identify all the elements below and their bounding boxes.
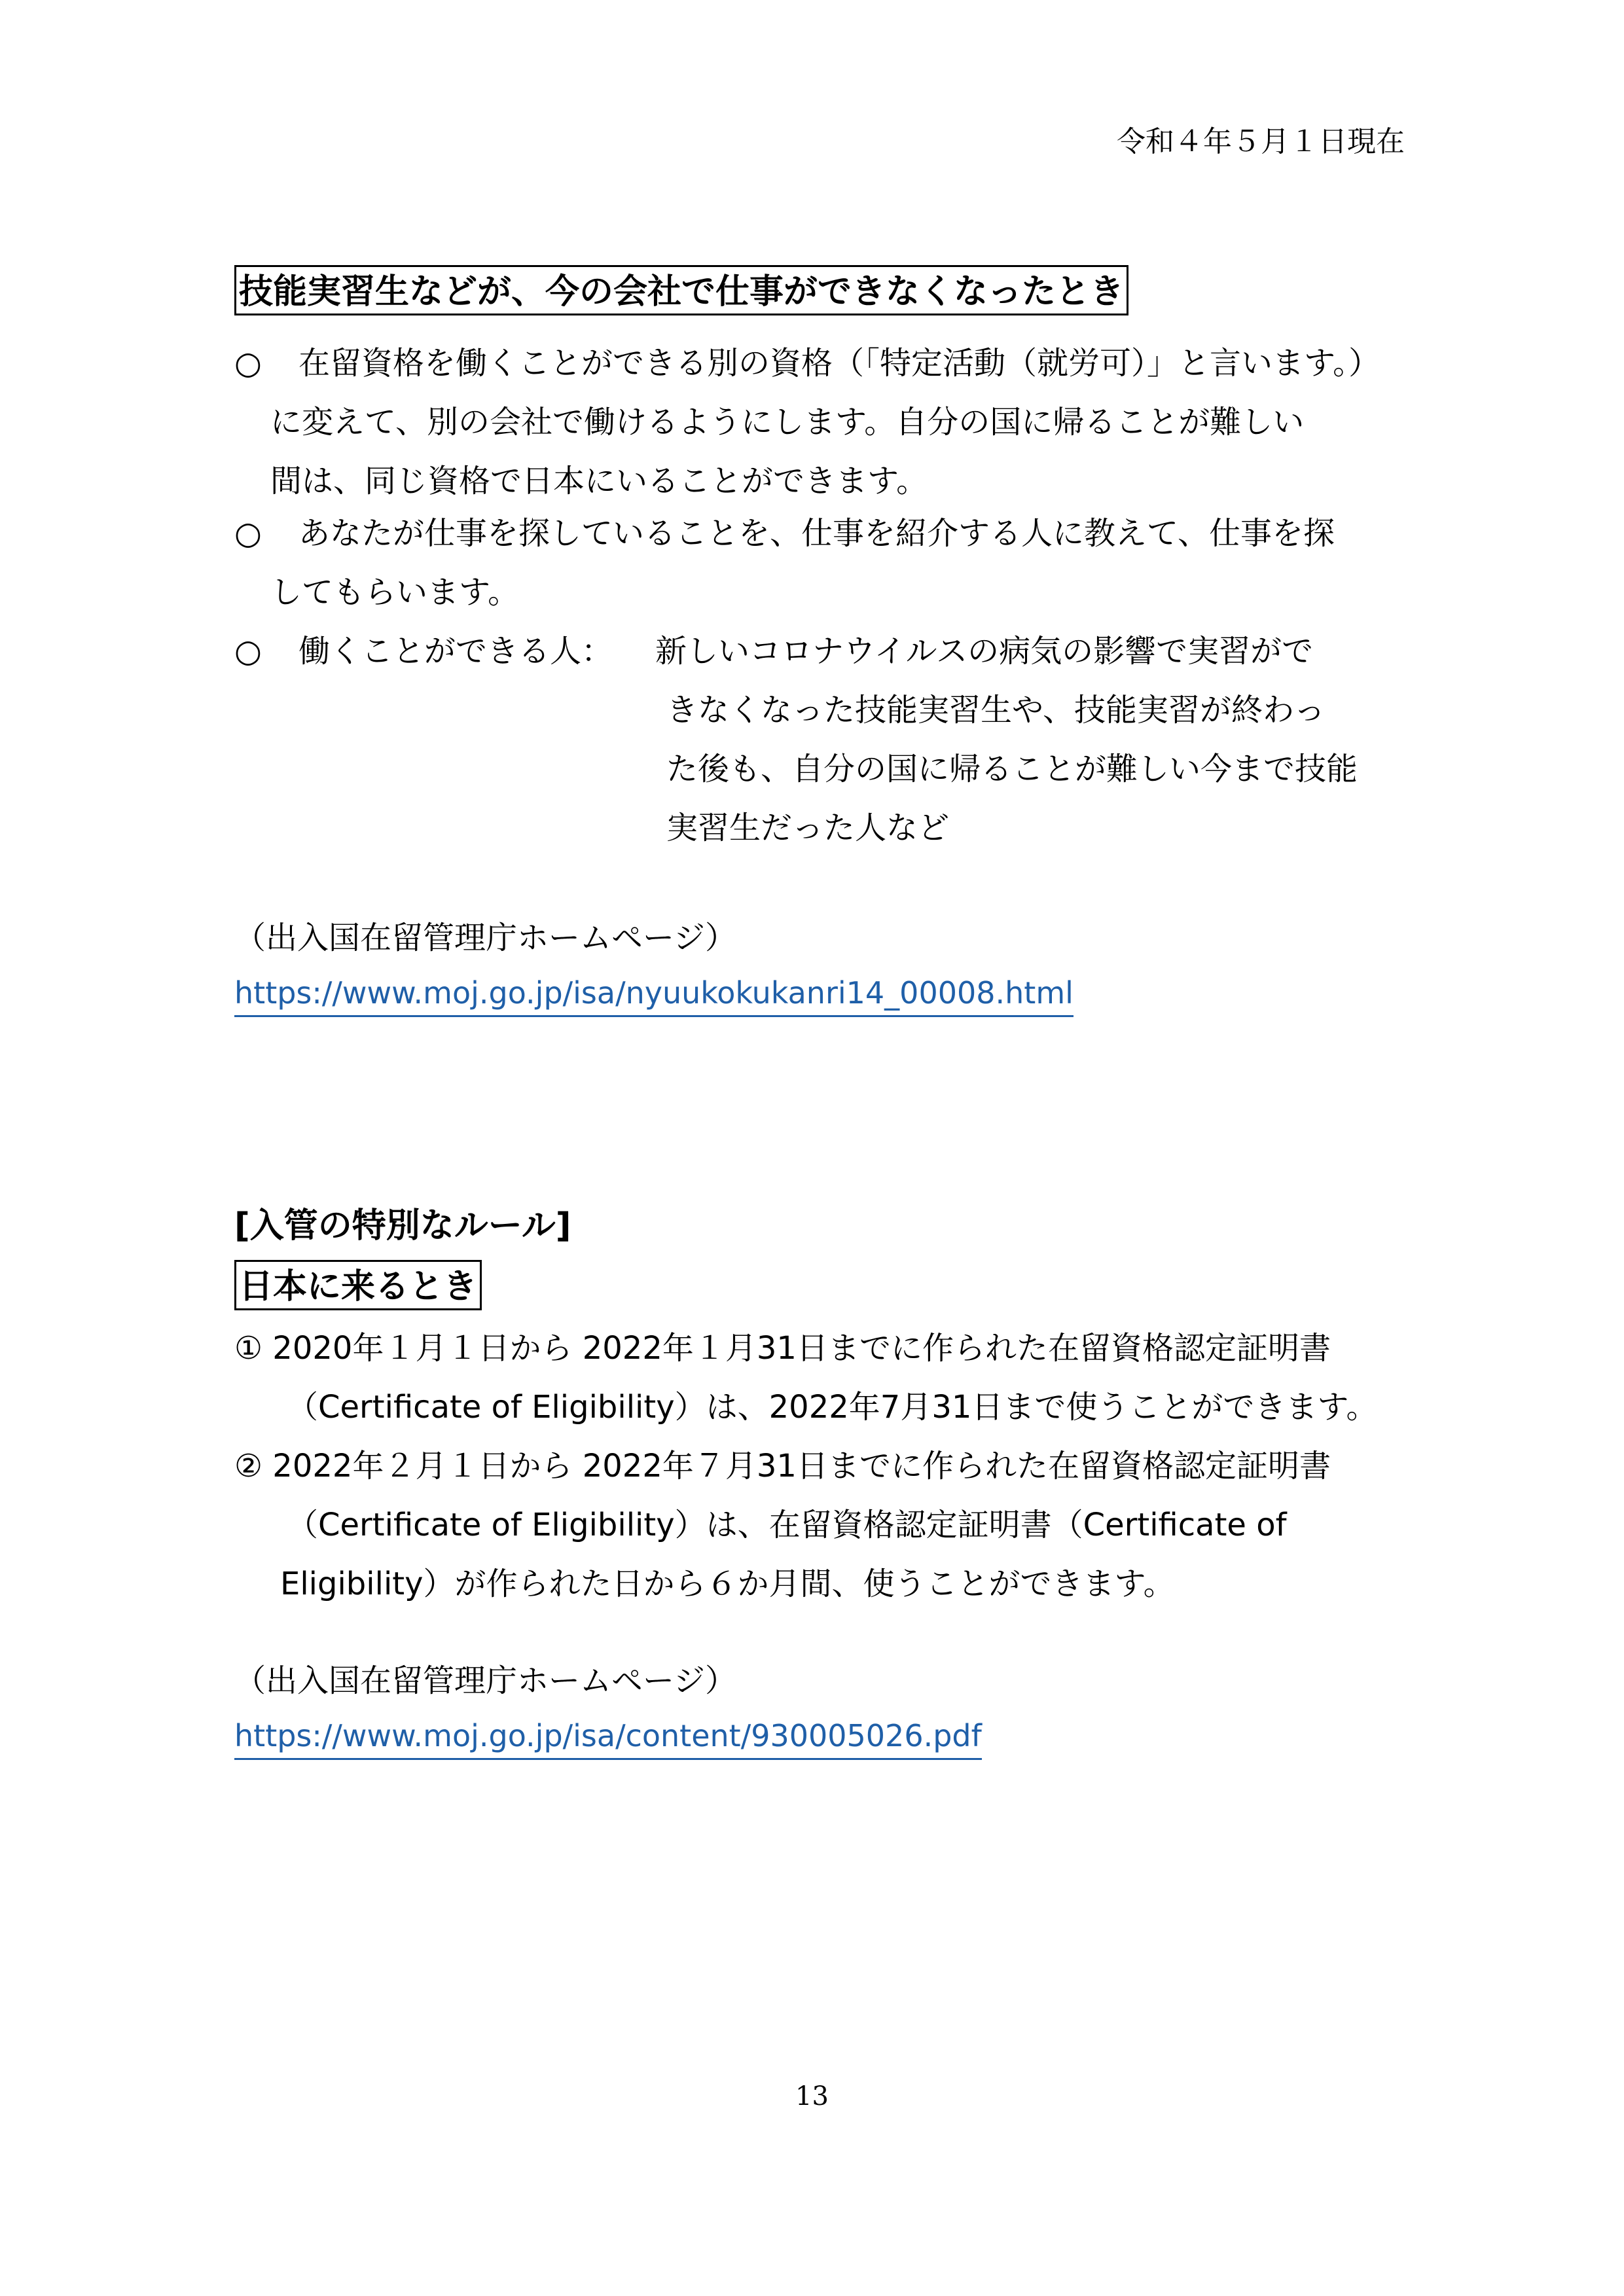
item-text: 2022年２月１日から 2022年７月31日までに作られた在留資格認定証明書 [272,1448,1331,1484]
list-item [234,1437,1406,1613]
item-number: ② [234,1448,263,1484]
item-label: 働くことができる人： [298,633,613,670]
list-item [234,622,1406,857]
item-text-cont: してもらいます。 [270,574,520,611]
item-text: 在留資格を働くことができる別の資格（「特定活動（就労可）」と言います。） [298,345,1380,382]
bullet-circle-icon: ○ [234,633,262,670]
item-text-cont: 間は、同じ資格で日本にいることができます。 [270,463,928,499]
list-item [234,334,1406,511]
section-heading-immigration-rules: [入管の特別なルール] [234,1206,571,1246]
item-text-cont: 実習生だった人など [666,810,950,846]
item-text-cont: に変えて、別の会社で働けるようにします。自分の国に帰ることが難しい [270,404,1305,440]
current-date: 令和４年５月１日現在 [1117,125,1405,158]
item-text-cont: （Certificate of Eligibility）は、在留資格認定証明書（Certificate of [287,1507,1287,1543]
source-link[interactable]: https://www.moj.go.jp/isa/nyuukokukanri14_00008.html [234,975,1074,1017]
page-number: 13 [795,2081,829,2111]
item-text-cont: （Certificate of Eligibility）は、2022年7月31日まで使うことができます。 [287,1389,1378,1426]
list-item [234,1319,1406,1437]
bullet-circle-icon: ○ [234,345,262,382]
source-link[interactable]: https://www.moj.go.jp/isa/content/930005026.pdf [234,1718,982,1760]
source-note: （出入国在留管理庁ホームページ） [234,920,737,956]
item-text: 新しいコロナウイルスの病気の影響で実習がで [655,633,1314,670]
item-text: あなたが仕事を探していることを、仕事を紹介する人に教えて、仕事を探 [298,515,1335,552]
source-note: （出入国在留管理庁ホームページ） [234,1662,737,1699]
item-text-cont: た後も、自分の国に帰ることが難しい今まで技能 [666,751,1358,787]
item-number: ① [234,1330,263,1367]
bullet-circle-icon: ○ [234,515,262,552]
list-item [234,504,1406,622]
section-title-coming-to-japan: 日本に来るとき [234,1260,482,1310]
item-text-cont: きなくなった技能実習生や、技能実習が終わっ [666,692,1326,728]
item-text: 2020年１月１日から 2022年１月31日までに作られた在留資格認定証明書 [272,1330,1331,1367]
section-title-trainees: 技能実習生などが、今の会社で仕事ができなくなったとき [234,265,1128,315]
item-text-cont: Eligibility）が作られた日から６か月間、使うことができます。 [280,1566,1175,1602]
